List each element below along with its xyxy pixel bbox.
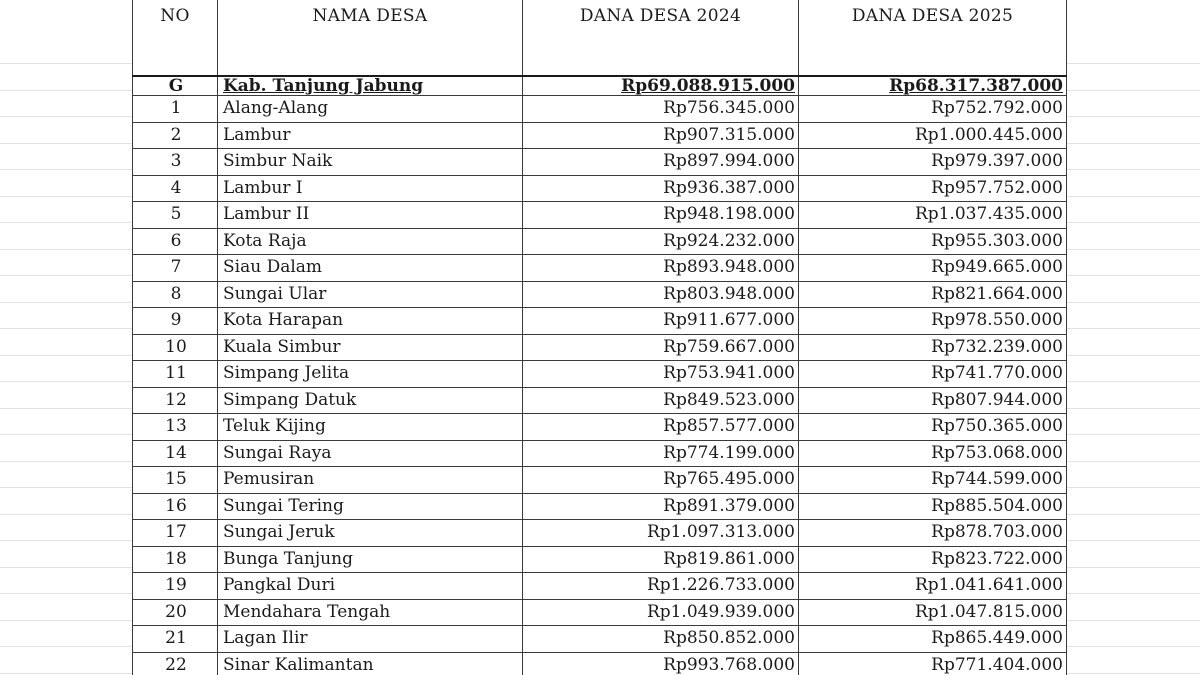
table-row xyxy=(133,96,1067,123)
dana-2025-cell[interactable]: Rp949.665.000 xyxy=(799,255,1067,282)
table-row xyxy=(133,546,1067,573)
dana-2024-cell[interactable]: Rp891.379.000 xyxy=(523,493,799,520)
dana-2025-cell[interactable]: Rp957.752.000 xyxy=(799,175,1067,202)
nama-desa-cell[interactable]: Kota Harapan xyxy=(218,308,523,335)
dana-2025-cell[interactable]: Rp771.404.000 xyxy=(799,652,1067,675)
dana-2024-cell[interactable]: Rp1.226.733.000 xyxy=(523,573,799,600)
nama-desa-cell[interactable]: Lambur II xyxy=(218,202,523,229)
nama-desa-cell[interactable]: Pangkal Duri xyxy=(218,573,523,600)
no-cell[interactable]: 4 xyxy=(133,175,218,202)
dana-2025-cell[interactable]: Rp1.041.641.000 xyxy=(799,573,1067,600)
no-cell[interactable]: 6 xyxy=(133,228,218,255)
dana-2025-cell[interactable]: Rp955.303.000 xyxy=(799,228,1067,255)
dana-2024-cell[interactable]: Rp849.523.000 xyxy=(523,387,799,414)
no-cell[interactable]: 2 xyxy=(133,122,218,149)
no-cell[interactable]: 19 xyxy=(133,573,218,600)
total-nama-cell[interactable]: Kab. Tanjung Jabung xyxy=(218,76,523,96)
dana-2024-cell[interactable]: Rp756.345.000 xyxy=(523,96,799,123)
table-row xyxy=(133,652,1067,675)
total-dana-2025-cell[interactable]: Rp68.317.387.000 xyxy=(799,76,1067,96)
dana-2025-cell[interactable]: Rp750.365.000 xyxy=(799,414,1067,441)
dana-2025-cell[interactable]: Rp752.792.000 xyxy=(799,96,1067,123)
table-row xyxy=(133,255,1067,282)
no-cell[interactable]: 10 xyxy=(133,334,218,361)
table-row xyxy=(133,175,1067,202)
dana-2025-cell[interactable]: Rp885.504.000 xyxy=(799,493,1067,520)
no-cell[interactable]: 16 xyxy=(133,493,218,520)
dana-2025-cell[interactable]: Rp1.037.435.000 xyxy=(799,202,1067,229)
no-cell[interactable]: 7 xyxy=(133,255,218,282)
table-row xyxy=(133,149,1067,176)
nama-desa-cell[interactable]: Alang-Alang xyxy=(218,96,523,123)
no-cell[interactable]: 14 xyxy=(133,440,218,467)
no-cell[interactable]: 5 xyxy=(133,202,218,229)
nama-desa-cell[interactable]: Bunga Tanjung xyxy=(218,546,523,573)
table-row xyxy=(133,626,1067,653)
no-cell[interactable]: 8 xyxy=(133,281,218,308)
nama-desa-cell[interactable]: Sinar Kalimantan xyxy=(218,652,523,675)
dana-2025-cell[interactable]: Rp878.703.000 xyxy=(799,520,1067,547)
nama-desa-cell[interactable]: Simbur Naik xyxy=(218,149,523,176)
header-dana-2025[interactable]: DANA DESA 2025 xyxy=(799,0,1067,76)
dana-2025-cell[interactable]: Rp979.397.000 xyxy=(799,149,1067,176)
dana-2024-cell[interactable]: Rp1.097.313.000 xyxy=(523,520,799,547)
dana-2024-cell[interactable]: Rp774.199.000 xyxy=(523,440,799,467)
table-row xyxy=(133,281,1067,308)
dana-2024-cell[interactable]: Rp936.387.000 xyxy=(523,175,799,202)
table-row xyxy=(133,387,1067,414)
table-row xyxy=(133,493,1067,520)
no-cell[interactable]: 9 xyxy=(133,308,218,335)
total-no-cell[interactable]: G xyxy=(133,76,218,96)
table-row xyxy=(133,599,1067,626)
dana-2024-cell[interactable]: Rp897.994.000 xyxy=(523,149,799,176)
dana-2025-cell[interactable]: Rp807.944.000 xyxy=(799,387,1067,414)
dana-2025-cell[interactable]: Rp741.770.000 xyxy=(799,361,1067,388)
nama-desa-cell[interactable]: Pemusiran xyxy=(218,467,523,494)
no-cell[interactable]: 17 xyxy=(133,520,218,547)
table-row xyxy=(133,414,1067,441)
dana-2024-cell[interactable]: Rp911.677.000 xyxy=(523,308,799,335)
no-cell[interactable]: 3 xyxy=(133,149,218,176)
nama-desa-cell[interactable]: Sungai Raya xyxy=(218,440,523,467)
header-row xyxy=(133,0,1067,76)
table-row xyxy=(133,467,1067,494)
nama-desa-cell[interactable]: Teluk Kijing xyxy=(218,414,523,441)
nama-desa-cell[interactable]: Kuala Simbur xyxy=(218,334,523,361)
dana-2024-cell[interactable]: Rp850.852.000 xyxy=(523,626,799,653)
dana-2024-cell[interactable]: Rp924.232.000 xyxy=(523,228,799,255)
nama-desa-cell[interactable]: Sungai Ular xyxy=(218,281,523,308)
dana-2024-cell[interactable]: Rp907.315.000 xyxy=(523,122,799,149)
dana-2024-cell[interactable]: Rp1.049.939.000 xyxy=(523,599,799,626)
no-cell[interactable]: 11 xyxy=(133,361,218,388)
nama-desa-cell[interactable]: Simpang Datuk xyxy=(218,387,523,414)
table-row xyxy=(133,440,1067,467)
dana-2024-cell[interactable]: Rp803.948.000 xyxy=(523,281,799,308)
no-cell[interactable]: 18 xyxy=(133,546,218,573)
header-nama-desa[interactable]: NAMA DESA xyxy=(218,0,523,76)
table-row xyxy=(133,573,1067,600)
nama-desa-cell[interactable]: Kota Raja xyxy=(218,228,523,255)
nama-desa-cell[interactable]: Mendahara Tengah xyxy=(218,599,523,626)
dana-2025-cell[interactable]: Rp1.047.815.000 xyxy=(799,599,1067,626)
dana-2025-cell[interactable]: Rp823.722.000 xyxy=(799,546,1067,573)
table-row xyxy=(133,361,1067,388)
table-row xyxy=(133,228,1067,255)
header-no[interactable]: NO xyxy=(133,0,218,76)
dana-2024-cell[interactable]: Rp759.667.000 xyxy=(523,334,799,361)
nama-desa-cell[interactable]: Lambur I xyxy=(218,175,523,202)
nama-desa-cell[interactable]: Sungai Tering xyxy=(218,493,523,520)
dana-2025-cell[interactable]: Rp744.599.000 xyxy=(799,467,1067,494)
dana-2024-cell[interactable]: Rp819.861.000 xyxy=(523,546,799,573)
header-dana-2024[interactable]: DANA DESA 2024 xyxy=(523,0,799,76)
table-row xyxy=(133,334,1067,361)
no-cell[interactable]: 13 xyxy=(133,414,218,441)
no-cell[interactable]: 20 xyxy=(133,599,218,626)
dana-2025-cell[interactable]: Rp865.449.000 xyxy=(799,626,1067,653)
table-body xyxy=(133,76,1067,675)
total-row xyxy=(133,76,1067,96)
nama-desa-cell[interactable]: Lambur xyxy=(218,122,523,149)
dana-2024-cell[interactable]: Rp893.948.000 xyxy=(523,255,799,282)
no-cell[interactable]: 15 xyxy=(133,467,218,494)
dana-desa-table xyxy=(132,0,1067,675)
nama-desa-cell[interactable]: Simpang Jelita xyxy=(218,361,523,388)
nama-desa-cell[interactable]: Sungai Jeruk xyxy=(218,520,523,547)
no-cell[interactable]: 22 xyxy=(133,652,218,675)
table-row xyxy=(133,308,1067,335)
table-header xyxy=(133,0,1067,76)
dana-2024-cell[interactable]: Rp765.495.000 xyxy=(523,467,799,494)
dana-2025-cell[interactable]: Rp821.664.000 xyxy=(799,281,1067,308)
nama-desa-cell[interactable]: Lagan Ilir xyxy=(218,626,523,653)
no-cell[interactable]: 21 xyxy=(133,626,218,653)
no-cell[interactable]: 1 xyxy=(133,96,218,123)
dana-2025-cell[interactable]: Rp732.239.000 xyxy=(799,334,1067,361)
no-cell[interactable]: 12 xyxy=(133,387,218,414)
total-dana-2024-cell[interactable]: Rp69.088.915.000 xyxy=(523,76,799,96)
dana-2024-cell[interactable]: Rp753.941.000 xyxy=(523,361,799,388)
table-row xyxy=(133,202,1067,229)
nama-desa-cell[interactable]: Siau Dalam xyxy=(218,255,523,282)
dana-2025-cell[interactable]: Rp978.550.000 xyxy=(799,308,1067,335)
dana-2024-cell[interactable]: Rp857.577.000 xyxy=(523,414,799,441)
table-row xyxy=(133,520,1067,547)
table-row xyxy=(133,122,1067,149)
dana-2024-cell[interactable]: Rp948.198.000 xyxy=(523,202,799,229)
dana-2024-cell[interactable]: Rp993.768.000 xyxy=(523,652,799,675)
dana-2025-cell[interactable]: Rp753.068.000 xyxy=(799,440,1067,467)
dana-2025-cell[interactable]: Rp1.000.445.000 xyxy=(799,122,1067,149)
